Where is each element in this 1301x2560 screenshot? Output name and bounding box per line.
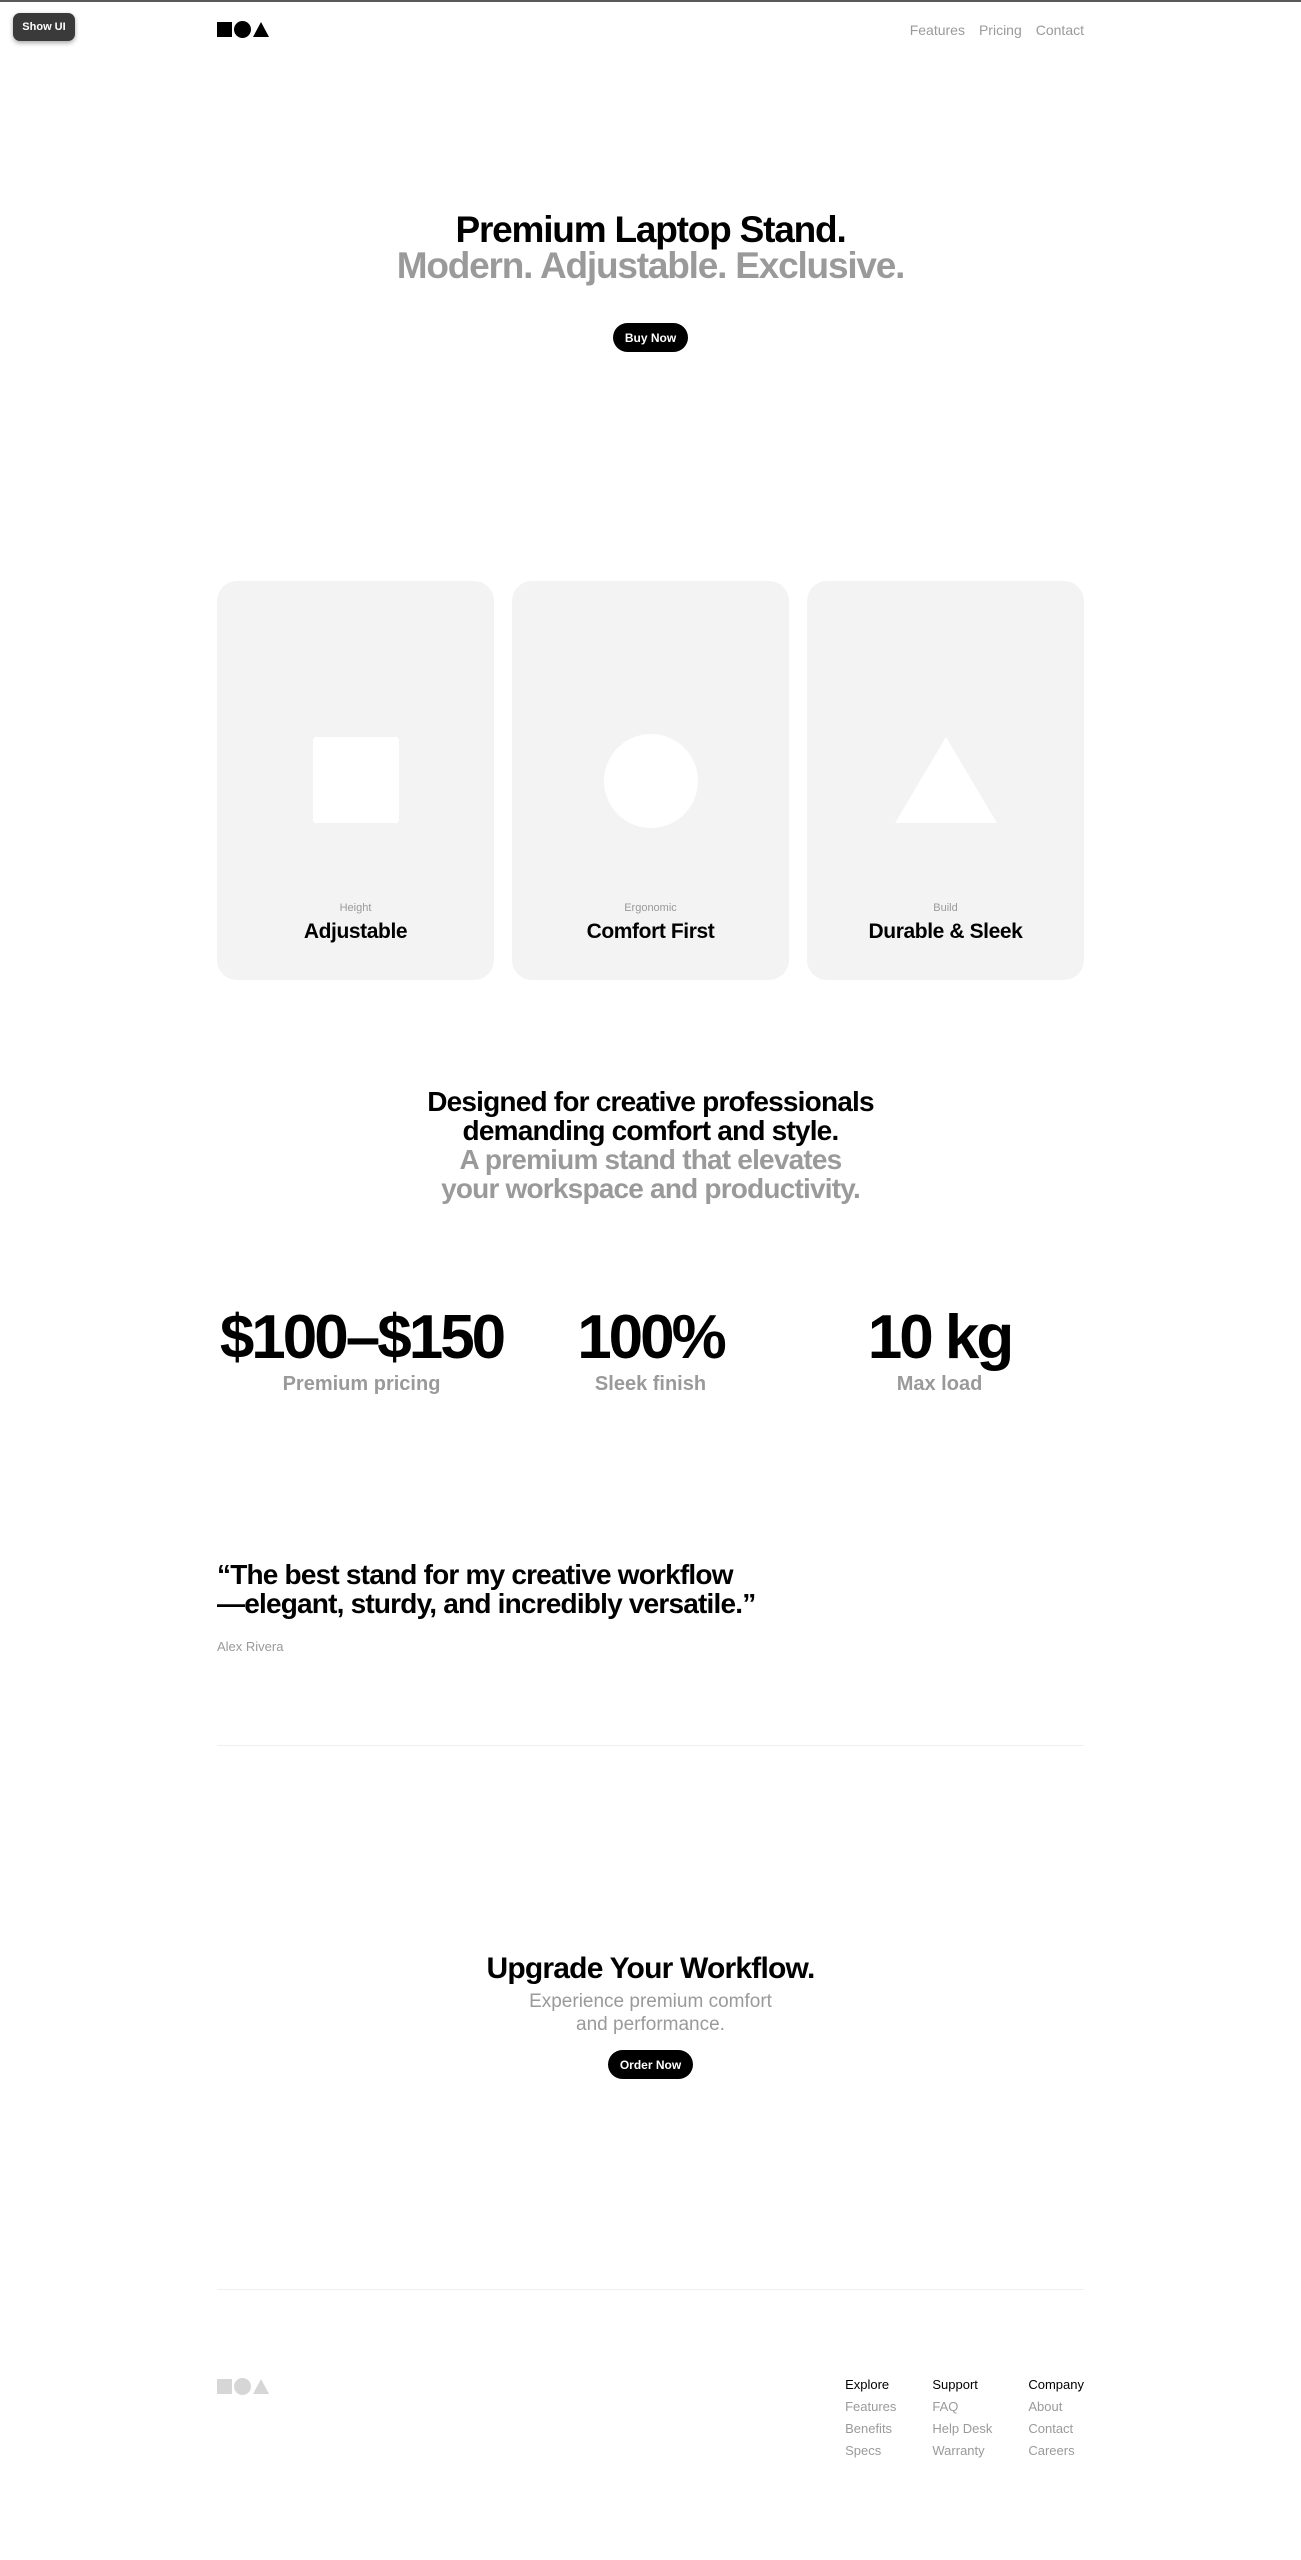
stat-value: 10 kg [867,1303,1012,1372]
nav-link-features[interactable]: Features [909,22,965,38]
footer-heading: Explore [845,2377,890,2392]
feature-card-build [807,581,1084,980]
cta-sub-line1: Experience premium comfort [529,1991,772,2012]
footer-link[interactable]: Benefits [845,2421,893,2436]
footer-link[interactable]: Careers [1028,2443,1075,2458]
feature-caption: Ergonomic [624,902,677,914]
logo-circle-icon [234,2378,251,2395]
testimonial-line1: “The best stand for my creative workflow [217,1559,733,1590]
brand-logo[interactable] [217,21,269,38]
footer-link[interactable]: Help Desk [932,2421,993,2436]
stat-load [795,1303,1084,1396]
feature-caption: Build [933,902,958,914]
footer-links [845,2376,1084,2464]
statement-section [0,1087,1301,1203]
logo-square-icon [217,22,232,37]
footer-link[interactable]: FAQ [932,2399,959,2414]
footer-link[interactable]: Warranty [932,2443,985,2458]
order-now-button[interactable]: Order Now [608,2050,693,2079]
feature-card-ergonomic [512,581,789,980]
stat-label: Max load [896,1373,983,1395]
footer-logo[interactable] [217,2378,269,2395]
logo-circle-icon [234,21,251,38]
buy-now-button[interactable]: Buy Now [613,323,688,352]
stat-label: Premium pricing [282,1373,441,1395]
footer-link[interactable]: Specs [845,2443,882,2458]
footer-divider [217,2289,1084,2290]
feature-caption: Height [339,902,372,914]
stat-value: 100% [577,1303,724,1372]
show-ui-button[interactable]: Show UI [13,13,75,41]
section-divider [217,1745,1084,1746]
feature-title: Adjustable [303,920,408,943]
nav-link-contact[interactable]: Contact [1035,22,1084,38]
stat-pricing [217,1303,506,1396]
footer-link[interactable]: Contact [1028,2421,1074,2436]
cta-title: Upgrade Your Workflow. [486,1952,815,1985]
stats-section [217,1303,1084,1396]
footer-column-company [1028,2376,1084,2464]
circle-icon [604,734,698,828]
footer-column-support [932,2376,992,2464]
logo-square-icon [217,2379,232,2394]
stat-finish [506,1303,795,1396]
testimonial-author: Alex Rivera [217,1639,284,1654]
statement-dark-line2: demanding comfort and style. [462,1115,839,1146]
top-nav [910,21,1084,39]
cta-section [0,1951,1301,2072]
square-icon [313,737,399,823]
feature-card-height [217,581,494,980]
stat-label: Sleek finish [594,1373,707,1395]
feature-cards [217,581,1084,980]
statement-dark-line1: Designed for creative professionals [427,1086,874,1117]
testimonial-line2: —elegant, sturdy, and incredibly versatile.” [217,1588,756,1619]
statement-grey-line1: A premium stand that elevates [459,1144,842,1175]
top-border-line [0,0,1301,2]
footer-link[interactable]: Features [845,2399,897,2414]
logo-triangle-icon [253,2379,269,2394]
cta-subtitle [0,1990,1301,2036]
feature-title: Durable & Sleek [868,920,1023,943]
cta-sub-line2: and performance. [576,2014,725,2035]
nav-link-pricing[interactable]: Pricing [978,22,1022,38]
logo-triangle-icon [253,22,269,37]
statement-grey-line2: your workspace and productivity. [441,1173,860,1204]
hero-section [0,209,1301,345]
triangle-icon [895,737,997,823]
footer-heading: Company [1028,2377,1084,2392]
testimonial-quote [217,1560,917,1618]
hero-title-line2: Modern. Adjustable. Exclusive. [396,245,905,286]
footer-heading: Support [932,2377,978,2392]
footer-link[interactable]: About [1028,2399,1063,2414]
hero-title-line1: Premium Laptop Stand. [455,209,846,250]
hero-title [0,209,1301,286]
feature-title: Comfort First [586,920,715,943]
stat-value: $100–$150 [219,1303,504,1372]
footer-column-explore [845,2376,896,2464]
